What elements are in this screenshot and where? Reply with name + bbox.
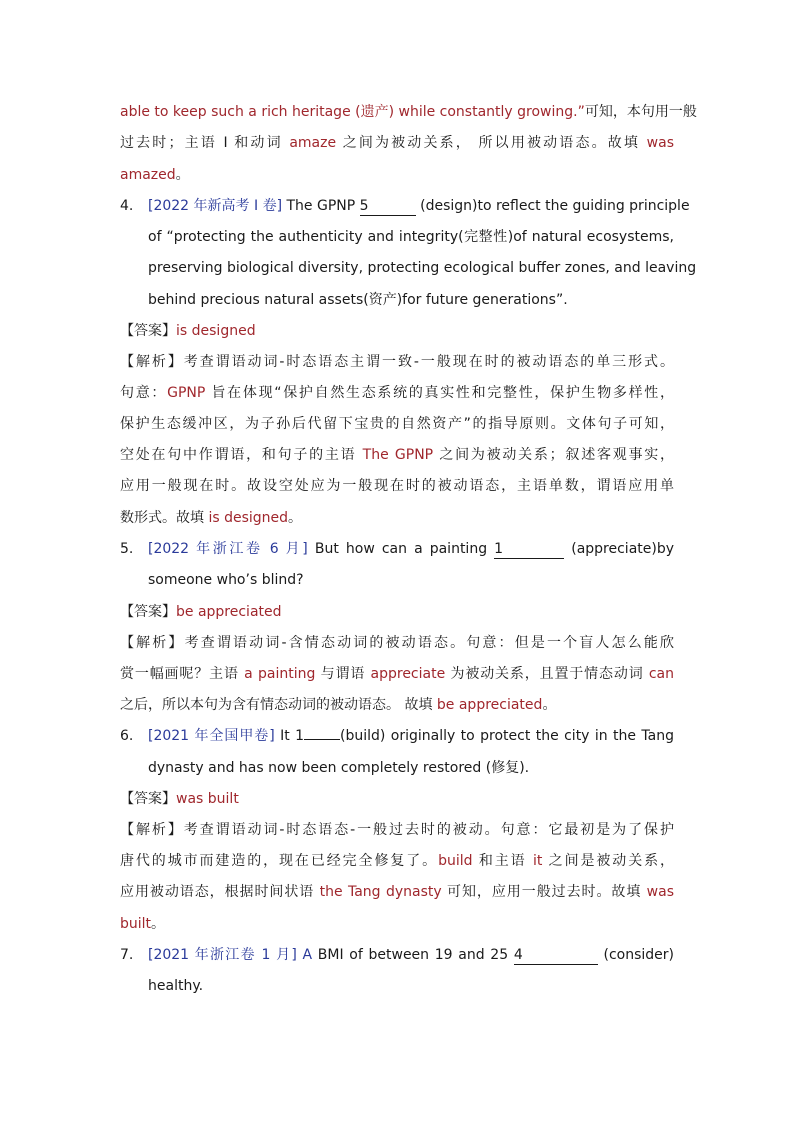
question-number: 6. <box>120 728 134 744</box>
top-line-1: able to keep such a rich heritage (遗产) while constantly growing.”可知，本句用一般 <box>120 104 697 120</box>
question-4-line-3: preserving biological diversity, protecting ecological buffer zones, and leaving <box>148 260 697 276</box>
question-4-line-4: behind precious natural assets(资产)for future generations”. <box>148 292 568 308</box>
analysis-line-2: 句意：GPNP 旨在体现“保护自然生态系统的真实性和完整性，保护生物多样性， <box>120 385 675 401</box>
answer-blank <box>304 739 340 740</box>
question-number: 7. <box>120 947 134 963</box>
question-7-line-2: healthy. <box>148 978 204 994</box>
question-number: 4. <box>120 198 134 214</box>
answer-line: 【答案】was built <box>120 791 239 807</box>
analysis-line-2: 唐代的城市而建造的，现在已经完全修复了。build 和主语 it 之间是被动关系， <box>120 853 675 869</box>
question-4-line-1: [2022 年新高考 I 卷] The GPNP 5 (design)to reflect the guiding principle <box>148 198 690 214</box>
question-6-line-1: [2021 年全国甲卷] It 1 (build) originally to protect the city in the Tang <box>148 728 674 744</box>
answer-text: is designed <box>176 323 256 339</box>
answer-line: 【答案】be appreciated <box>120 604 282 620</box>
source-tag: [2022 年浙江卷 6 月] <box>148 541 308 557</box>
analysis-line-4: 空处在句中作谓语，和句子的主语 The GPNP 之间为被动关系；叙述客观事实， <box>120 447 675 463</box>
question-4-line-2: of “protecting the authenticity and integrity(完整性)of natural ecosystems, <box>148 229 674 245</box>
analysis-line-5: 应用一般现在时。故设空处应为一般现在时的被动语态，主语单数，谓语应用单 <box>120 478 674 494</box>
source-tag: [2022 年新高考 I 卷] <box>148 198 283 214</box>
top-line-2: 过去时；主语 I 和动词 amaze 之间为被动关系， 所以用被动语态。故填 was <box>120 135 674 151</box>
analysis-line-1: 【解析】考查谓语动词-含情态动词的被动语态。句意：但是一个盲人怎么能欣 <box>120 635 675 651</box>
analysis-line-2: 赏一幅画呢？主语 a painting 与谓语 appreciate 为被动关系，且置于情态动词 can <box>120 666 675 682</box>
question-5-line-1: [2022 年浙江卷 6 月] But how can a painting 1 (appreciate)by <box>148 541 675 557</box>
analysis-line-3: 保护生态缓冲区，为子孙后代留下宝贵的自然资产”的指导原则。文体句子可知， <box>120 416 674 432</box>
answer-blank: 4 <box>514 947 598 965</box>
analysis-line-1: 【解析】考查谓语动词-时态语态-一般过去时的被动。句意：它最初是为了保护 <box>120 822 674 838</box>
question-5-line-2: someone who’s blind? <box>148 572 304 588</box>
source-tag: [2021 年浙江卷 1 月] <box>148 947 297 963</box>
answer-blank: 5 <box>360 198 416 216</box>
analysis-line-4: built。 <box>120 916 166 932</box>
analysis-line-1: 【解析】考查谓语动词-时态语态主谓一致-一般现在时的被动语态的单三形式。 <box>120 354 674 370</box>
answer-line: 【答案】is designed <box>120 323 256 339</box>
question-6-line-2: dynasty and has now been completely restored (修复). <box>148 760 530 776</box>
answer-text: was built <box>176 791 239 807</box>
question-7-line-1: [2021 年浙江卷 1 月] A BMI of between 19 and 25 4 (consider) <box>148 947 675 963</box>
source-tag: [2021 年全国甲卷] <box>148 728 275 744</box>
analysis-line-6: 数形式。故填 is designed。 <box>120 510 303 526</box>
top-line-3: amazed。 <box>120 167 190 183</box>
analysis-line-3: 应用被动语态，根据时间状语 the Tang dynasty 可知，应用一般过去时。故填 was <box>120 884 674 900</box>
answer-blank: 1 <box>494 541 564 559</box>
answer-text: be appreciated <box>176 604 282 620</box>
analysis-line-3: 之后，所以本句为含有情态动词的被动语态。 故填 be appreciated。 <box>120 697 557 713</box>
question-number: 5. <box>120 541 134 557</box>
